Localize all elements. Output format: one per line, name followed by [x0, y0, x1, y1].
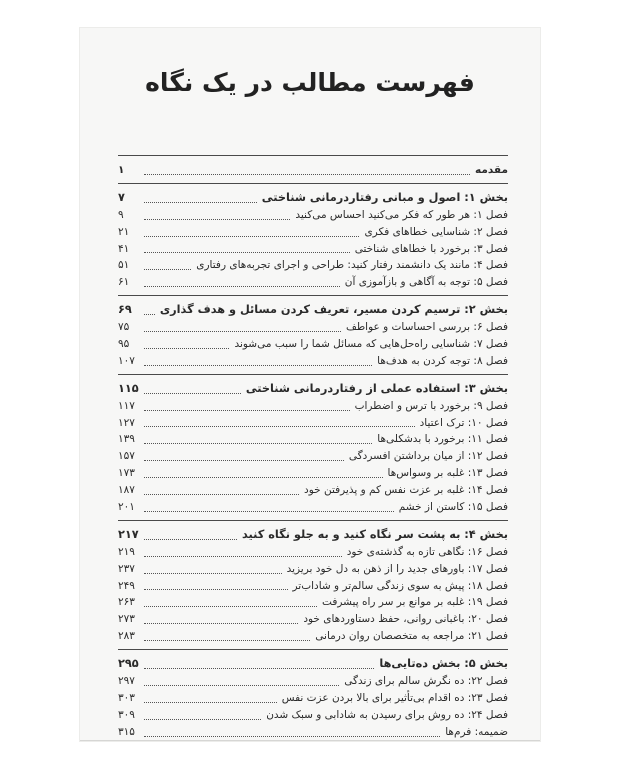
toc-entry-label: فصل ۳: برخورد با خطاهای شناختی: [354, 242, 508, 255]
toc-entry-label: بخش ۲: ترسیم کردن مسیر، تعریف کردن مسائل و هدف گذاری: [159, 303, 508, 317]
dot-leader: [144, 640, 310, 641]
toc-part-heading[interactable]: [118, 656, 508, 673]
dot-leader: [144, 202, 257, 203]
dot-leader: [144, 286, 340, 287]
toc-entry-label: فصل ۱۶: نگاهی تازه به گذشته‌ی خود: [346, 545, 508, 558]
dot-leader: [144, 556, 342, 557]
toc-page-number: ۱۲۷: [118, 416, 135, 429]
dot-leader: [144, 410, 350, 411]
toc-page-number: ۲۶۳: [118, 596, 135, 609]
toc-page-number: ۲۰۱: [118, 501, 135, 514]
toc-entry-label: مقدمه: [475, 164, 508, 176]
toc-chapter-entry[interactable]: [118, 544, 508, 561]
toc-chapter-entry[interactable]: [118, 578, 508, 595]
toc-entry-label: فصل ۲۴: ده روش برای رسیدن به شادابی و سبک شدن: [266, 708, 508, 721]
toc-page-number: ۲۹۷: [118, 675, 135, 688]
toc-chapter-entry[interactable]: [118, 398, 508, 415]
toc-chapter-entry[interactable]: [118, 319, 508, 336]
toc-page-number: ۱: [118, 164, 125, 176]
dot-leader: [144, 685, 339, 686]
dot-leader: [144, 331, 341, 332]
toc-entry-label: فصل ۴: مانند یک دانشمند رفتار کنید: طراحی و اجرای تجربه‌های رفتاری: [196, 259, 508, 272]
toc-entry-label: بخش ۴: به پشت سر نگاه کنید و به جلو نگاه کنید: [241, 527, 508, 541]
dot-leader: [144, 702, 277, 703]
dot-leader: [144, 719, 261, 720]
toc-entry-label: فصل ۷: شناسایی راه‌حل‌هایی که مسائل شما را سبب می‌شوند: [234, 338, 508, 351]
dot-leader: [144, 539, 237, 540]
toc-page-number: ۲۴۹: [118, 579, 135, 592]
section-divider: [118, 374, 508, 375]
toc-chapter-entry[interactable]: [118, 724, 508, 741]
toc-chapter-entry[interactable]: [118, 594, 508, 611]
toc-chapter-entry[interactable]: [118, 628, 508, 645]
section-divider: [118, 295, 508, 296]
dot-leader: [144, 269, 191, 270]
toc-entry-label: فصل ۱۱: برخورد با بدشکلی‌ها: [377, 433, 508, 446]
toc-page-number: ۹۵: [118, 338, 130, 351]
toc-page-number: ۱۱۵: [118, 381, 139, 395]
dot-leader: [144, 623, 298, 624]
toc-entry-label: فصل ۱۳: غلبه بر وسواس‌ها: [387, 467, 508, 480]
toc-page-number: ۲۱۹: [118, 545, 135, 558]
toc-chapter-entry[interactable]: [118, 336, 508, 353]
toc-page-number: ۱۱۷: [118, 399, 135, 412]
dot-leader: [144, 668, 374, 669]
section-divider: [118, 183, 508, 184]
toc-entry-label: فصل ۲۳: ده اقدام بی‌تأثیر برای بالا بردن عزت نفس: [281, 691, 508, 704]
toc-entry-label: فصل ۶: بررسی احساسات و عواطف: [345, 321, 508, 334]
dot-leader: [144, 314, 155, 315]
toc-entry-label: بخش ۱: اصول و مبانی رفتاردرمانی شناختی: [261, 190, 508, 204]
toc-entry-label: فصل ۱۰: ترک اعتیاد: [419, 416, 508, 429]
toc-chapter-entry[interactable]: [118, 274, 508, 291]
section-divider: [118, 649, 508, 650]
toc-chapter-entry[interactable]: [118, 707, 508, 724]
toc-chapter-entry[interactable]: [118, 224, 508, 241]
toc-page-number: ۱۳۹: [118, 433, 135, 446]
toc-page-number: ۲۷۳: [118, 613, 135, 626]
toc-page-number: ۷۵: [118, 321, 130, 334]
toc-page-number: ۶۱: [118, 276, 130, 289]
toc-page-number: ۷: [118, 190, 125, 204]
toc-part-heading[interactable]: [118, 381, 508, 398]
toc-entry-label: فصل ۱۸: پیش به سوی زندگی سالم‌تر و شاداب‌تر: [292, 579, 508, 592]
toc-page-number: ۱۷۳: [118, 467, 135, 480]
dot-leader: [144, 174, 470, 175]
dot-leader: [144, 348, 229, 349]
toc-part-heading[interactable]: [118, 527, 508, 544]
section-divider: [118, 155, 508, 156]
toc-chapter-entry[interactable]: [118, 465, 508, 482]
dot-leader: [144, 443, 372, 444]
table-of-contents: [118, 151, 508, 741]
toc-page-number: ۱۰۷: [118, 354, 135, 367]
toc-entry-label: فصل ۱۲: از میان برداشتن افسردگی: [348, 450, 508, 463]
toc-chapter-entry[interactable]: [118, 448, 508, 465]
toc-page-number: ۵۱: [118, 259, 130, 272]
toc-entry-label: ضمیمه: فرم‌ها: [445, 725, 508, 738]
dot-leader: [144, 573, 282, 574]
toc-page-number: ۲۱: [118, 225, 130, 238]
section-divider: [118, 520, 508, 521]
toc-page-number: ۹: [118, 208, 124, 221]
toc-entry-label: فصل ۲۲: ده نگرش سالم برای زندگی: [344, 675, 508, 688]
dot-leader: [144, 494, 299, 495]
dot-leader: [144, 393, 241, 394]
toc-entry-label: فصل ۱۹: غلبه بر موانع بر سر راه پیشرفت: [322, 596, 508, 609]
toc-entry-intro[interactable]: [118, 162, 508, 179]
toc-chapter-entry[interactable]: [118, 561, 508, 578]
toc-entry-label: بخش ۳: استفاده عملی از رفتاردرمانی شناختی: [245, 381, 508, 395]
book-page: [80, 28, 540, 741]
toc-chapter-entry[interactable]: [118, 482, 508, 499]
toc-chapter-entry[interactable]: [118, 611, 508, 628]
dot-leader: [144, 236, 359, 237]
toc-page-number: ۳۰۳: [118, 691, 135, 704]
toc-entry-label: فصل ۵: توجه به آگاهی و بازآموزی آن: [344, 276, 508, 289]
toc-chapter-entry[interactable]: [118, 499, 508, 516]
toc-page-number: ۴۱: [118, 242, 130, 255]
dot-leader: [144, 426, 415, 427]
toc-chapter-entry[interactable]: [118, 673, 508, 690]
toc-page-number: ۱۵۷: [118, 450, 135, 463]
toc-entry-label: بخش ۵: بخش ده‌تایی‌ها: [379, 657, 508, 671]
toc-page-number: ۲۸۳: [118, 630, 135, 643]
toc-entry-label: فصل ۲: شناسایی خطاهای فکری: [364, 225, 508, 238]
toc-page-number: ۲۹۵: [118, 657, 139, 671]
toc-chapter-entry[interactable]: [118, 690, 508, 707]
toc-part-heading[interactable]: [118, 190, 508, 207]
toc-entry-label: فصل ۱۷: باورهای جدید را از ذهن به دل خود بریزید: [286, 562, 508, 575]
dot-leader: [144, 219, 290, 220]
toc-chapter-entry[interactable]: [118, 241, 508, 258]
toc-page-number: ۱۸۷: [118, 484, 135, 497]
page-title: فهرست مطالب در یک نگاه: [145, 68, 475, 97]
dot-leader: [144, 477, 383, 478]
toc-part-heading[interactable]: [118, 302, 508, 319]
toc-chapter-entry[interactable]: [118, 257, 508, 274]
toc-page-number: ۲۳۷: [118, 562, 135, 575]
dot-leader: [144, 365, 372, 366]
toc-chapter-entry[interactable]: [118, 431, 508, 448]
toc-page-number: ۳۰۹: [118, 708, 135, 721]
toc-chapter-entry[interactable]: [118, 415, 508, 432]
toc-entry-label: فصل ۱۵: کاستن از خشم: [398, 501, 508, 514]
dot-leader: [144, 511, 394, 512]
toc-entry-label: فصل ۲۱: مراجعه به متخصصان روان درمانی: [315, 630, 508, 643]
toc-page-number: ۲۱۷: [118, 527, 139, 541]
toc-entry-label: فصل ۱۴: غلبه بر عزت نفس کم و پذیرفتن خود: [304, 484, 508, 497]
dot-leader: [144, 252, 350, 253]
dot-leader: [144, 736, 440, 737]
toc-chapter-entry[interactable]: [118, 207, 508, 224]
toc-chapter-entry[interactable]: [118, 353, 508, 370]
toc-entry-label: فصل ۹: برخورد با ترس و اضطراب: [354, 399, 508, 412]
toc-page-number: ۳۱۵: [118, 725, 135, 738]
dot-leader: [144, 589, 288, 590]
toc-entry-label: فصل ۲۰: باغبانی روانی، حفظ دستاوردهای خود: [303, 613, 508, 626]
toc-entry-label: فصل ۸: توجه کردن به هدف‌ها: [377, 354, 508, 367]
toc-page-number: ۶۹: [118, 303, 132, 317]
toc-entry-label: فصل ۱: هر طور که فکر می‌کنید احساس می‌کنید: [295, 208, 508, 221]
dot-leader: [144, 460, 344, 461]
dot-leader: [144, 606, 317, 607]
